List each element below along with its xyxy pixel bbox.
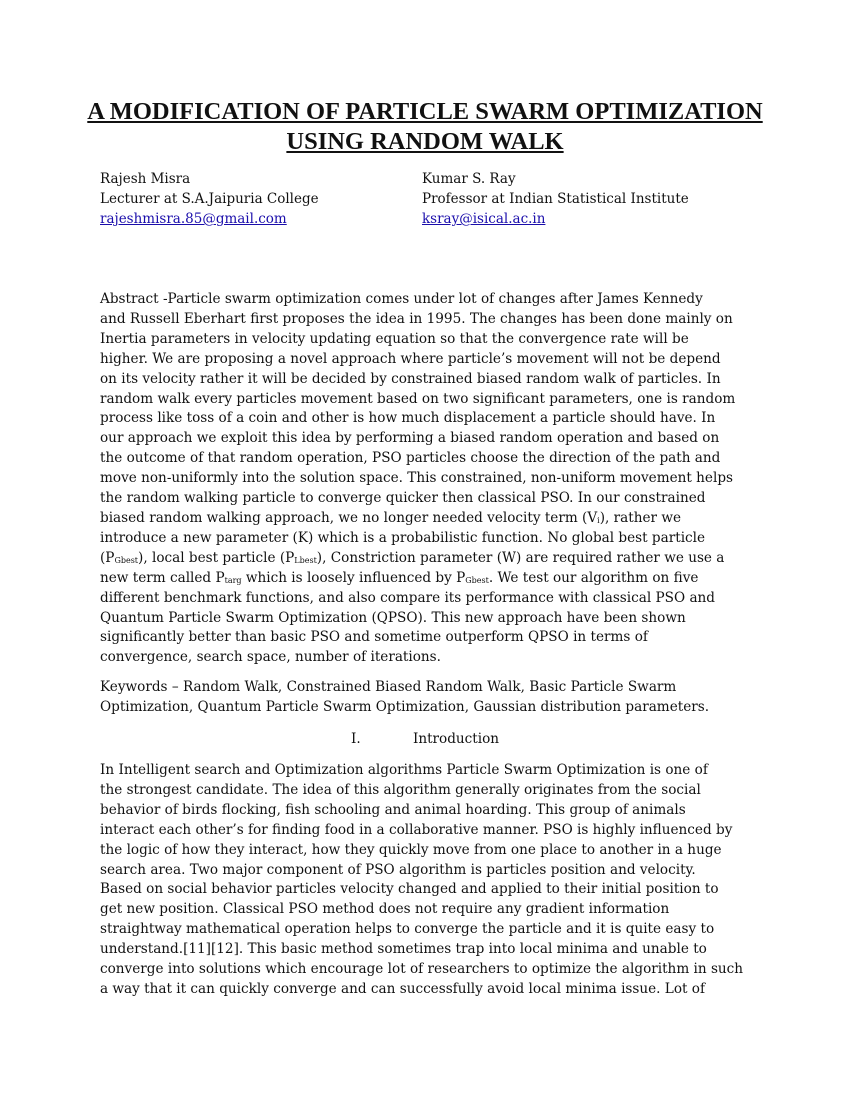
abstract-line: convergence, search space, number of iterations. <box>100 649 441 666</box>
abstract-line: the random walking particle to converge quicker then classical PSO. In our constrained <box>100 490 706 507</box>
abstract-line: Abstract -Particle swarm optimization comes under lot of changes after James Kennedy <box>100 291 703 307</box>
intro-line: search area. Two major component of PSO algorithm is particles position and velocity. <box>100 861 696 878</box>
abstract-line: introduce a new parameter (K) which is a probabilistic function. No global best particle <box>100 529 706 546</box>
section-number: I. <box>350 731 361 747</box>
intro-line: interact each other’s for finding food in a collaborative manner. PSO is highly influenced by <box>100 821 733 838</box>
intro-line: converge into solutions which encourage lot of researchers to optimize the algorithm in such <box>100 961 744 978</box>
abstract-line: different benchmark functions, and also compare its performance with classical PSO and <box>100 589 716 606</box>
intro-line: a way that it can quickly converge and can successfully avoid local minima issue. Lot of <box>100 980 706 997</box>
abstract-line: Inertia parameters in velocity updating equation so that the convergence rate will be <box>100 330 689 347</box>
title-line-1: A MODIFICATION OF PARTICLE SWARM OPTIMIZATION <box>87 98 763 125</box>
abstract-line: and Russell Eberhart first proposes the idea in 1995. The changes has been done mainly on <box>100 310 733 327</box>
abstract-line: higher. We are proposing a novel approach where particle’s movement will not be depend <box>100 350 721 367</box>
section-title: Introduction <box>412 731 500 747</box>
keywords-line: Optimization, Quantum Particle Swarm Optimization, Gaussian distribution parameters. <box>100 698 710 715</box>
abstract-line: the outcome of that random operation, PSO particles choose the direction of the path and <box>100 450 721 467</box>
abstract-paragraph <box>100 290 753 668</box>
author-email-link[interactable]: rajeshmisra.85@gmail.com <box>100 211 287 227</box>
author-2 <box>422 169 689 229</box>
abstract-line: new term called $P_{targ}$ which is loosely influenced by $P_{Gbest}$. We test our algorithm on five <box>100 569 699 586</box>
author-1 <box>100 169 319 229</box>
abstract-line: random walk every particles movement based on two significant parameters, one is random <box>100 390 736 407</box>
section-heading <box>100 729 750 749</box>
abstract-line: on its velocity rather it will be decided by constrained biased random walk of particles. In <box>100 370 721 387</box>
intro-line: Based on social behavior particles velocity changed and applied to their initial position to <box>100 881 719 898</box>
abstract-line: $(P_{Gbest})$, local best particle $(P_{Lbest})$, Constriction parameter (W) are required rather we use a <box>100 549 725 566</box>
abstract-line: our approach we exploit this idea by performing a biased random operation and based on <box>100 430 720 447</box>
intro-line: get new position. Classical PSO method does not require any gradient information <box>100 901 670 918</box>
intro-line: understand.[11][12]. This basic method sometimes trap into local minima and unable to <box>100 941 707 958</box>
introduction-paragraph <box>100 761 753 1000</box>
abstract-line: Quantum Particle Swarm Optimization (QPSO). This new approach have been shown <box>100 609 686 626</box>
intro-line: the strongest candidate. The idea of this algorithm generally originates from the social <box>100 781 701 798</box>
intro-line: the logic of how they interact, how they quickly move from one place to another in a huge <box>100 841 722 858</box>
abstract-line: significantly better than basic PSO and sometime outperform QPSO in terms of <box>100 629 648 646</box>
author-name: Rajesh Misra <box>100 171 191 187</box>
abstract-line: process like toss of a coin and other is how much displacement a particle should have. In <box>100 410 716 427</box>
keywords-paragraph <box>100 678 753 718</box>
keywords-line: Keywords – Random Walk, Constrained Biased Random Walk, Basic Particle Swarm <box>100 679 677 695</box>
title-line-2: USING RANDOM WALK <box>286 128 564 155</box>
abstract-line: biased random walking approach, we no longer needed velocity term $(V_i)$, rather we <box>100 509 682 526</box>
intro-line: straightway mathematical operation helps to converge the particle and it is quite easy to <box>100 921 715 938</box>
intro-line: behavior of birds flocking, fish schooling and animal hoarding. This group of animals <box>100 801 686 818</box>
paper-title <box>60 97 790 157</box>
author-affiliation: Professor at Indian Statistical Institute <box>422 191 689 207</box>
author-email-link[interactable]: ksray@isical.ac.in <box>422 211 546 227</box>
abstract-line: move non-uniformly into the solution space. This constrained, non-uniform movement helps <box>100 470 734 487</box>
intro-line: In Intelligent search and Optimization algorithms Particle Swarm Optimization is one of <box>100 762 708 778</box>
author-affiliation: Lecturer at S.A.Jaipuria College <box>100 191 319 207</box>
author-name: Kumar S. Ray <box>422 171 516 187</box>
